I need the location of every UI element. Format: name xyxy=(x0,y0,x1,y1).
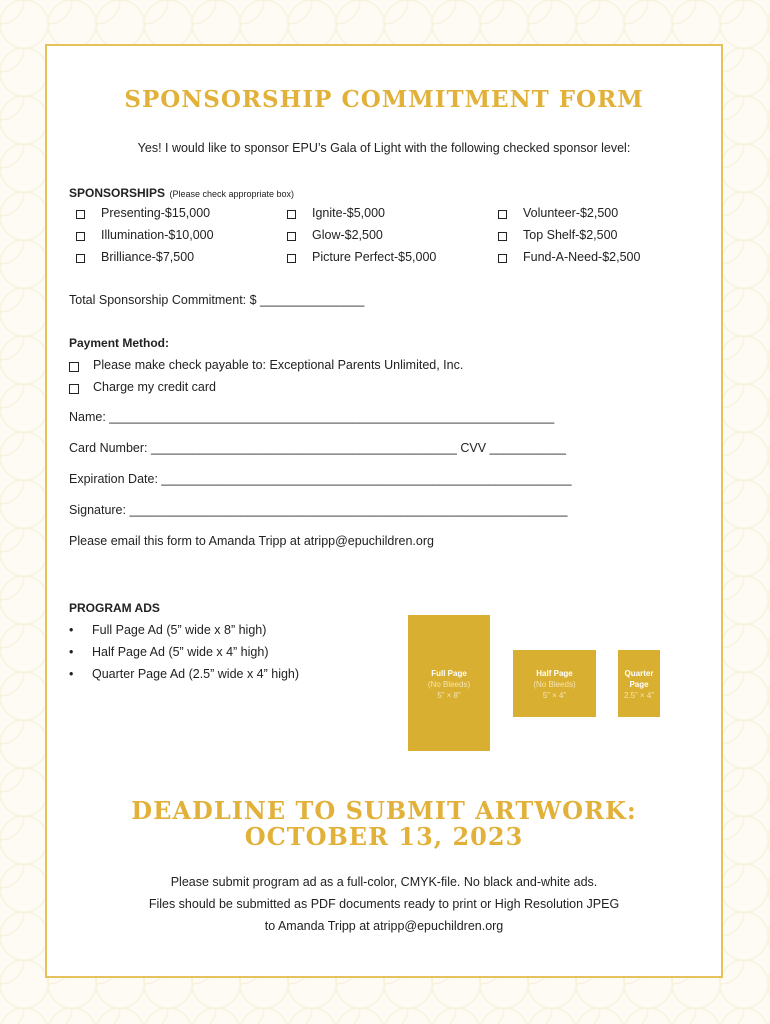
payment-heading: Payment Method: xyxy=(69,336,170,350)
sponsorships-heading: SPONSORSHIPS (Please check appropriate box) xyxy=(69,186,295,200)
checkbox-ignite[interactable] xyxy=(287,210,296,219)
bullet: • xyxy=(69,645,74,659)
checkbox-check-payment[interactable] xyxy=(69,362,79,372)
option-brilliance: Brilliance-$7,500 xyxy=(101,250,195,264)
email-note: Please email this form to Amanda Tripp at atripp@epuchildren.org xyxy=(69,534,434,548)
ad-box-sub: (No Bleeds) xyxy=(533,680,576,689)
option-top-shelf: Top Shelf-$2,500 xyxy=(523,228,618,242)
deadline-line1: DEADLINE TO SUBMIT ARTWORK: xyxy=(131,796,637,825)
checkbox-presenting[interactable] xyxy=(76,210,85,219)
checkbox-brilliance[interactable] xyxy=(76,254,85,263)
expiration-date-field[interactable]: Expiration Date: ___________________________________________________________ xyxy=(69,472,572,486)
bullet: • xyxy=(69,623,74,637)
option-ignite: Ignite-$5,000 xyxy=(312,206,385,220)
full-page-ad-box xyxy=(408,615,490,751)
intro-text: Yes! I would like to sponsor EPU’s Gala of Light with the following checked sponsor level: xyxy=(137,141,631,155)
form-frame xyxy=(45,44,723,978)
quarter-page-ad-box xyxy=(618,650,660,717)
deadline-line2: OCTOBER 13, 2023 xyxy=(244,822,524,851)
option-glow: Glow-$2,500 xyxy=(312,228,383,242)
ad-item-full: Full Page Ad (5” wide x 8” high) xyxy=(92,623,267,637)
ad-box-size: 5” × 8” xyxy=(437,691,461,700)
card-number-field[interactable]: Card Number: ____________________________________________ CVV ___________ xyxy=(69,441,566,455)
ad-box-size: 5” × 4” xyxy=(542,691,567,700)
footer-line-2: Files should be submitted as PDF documents ready to print or High Resolution JPEG xyxy=(148,897,620,911)
option-presenting: Presenting-$15,000 xyxy=(101,206,211,220)
checkbox-credit-card[interactable] xyxy=(69,384,79,394)
ad-item-quarter: Quarter Page Ad (2.5” wide x 4” high) xyxy=(92,667,300,681)
half-page-ad-box xyxy=(513,650,596,717)
bullet: • xyxy=(69,667,74,681)
checkbox-glow[interactable] xyxy=(287,232,296,241)
ad-box-size: 2.5” × 4” xyxy=(623,691,654,700)
checkbox-volunteer[interactable] xyxy=(498,210,507,219)
ad-box-sub: (No Bleeds) xyxy=(427,680,471,689)
option-illumination: Illumination-$10,000 xyxy=(101,228,214,242)
ad-box-title: Quarter Page xyxy=(624,669,654,689)
option-volunteer: Volunteer-$2,500 xyxy=(523,206,619,220)
option-credit-card: Charge my credit card xyxy=(93,380,216,394)
checkbox-picture-perfect[interactable] xyxy=(287,254,296,263)
name-field[interactable]: Name: ________________________________________________________________ xyxy=(69,410,555,424)
total-commitment-field[interactable]: Total Sponsorship Commitment: $ _______________ xyxy=(69,293,365,307)
sponsorships-hint: (Please check appropriate box) xyxy=(169,189,295,199)
footer-line-3: to Amanda Tripp at atripp@epuchildren.org xyxy=(264,919,504,933)
checkbox-top-shelf[interactable] xyxy=(498,232,507,241)
ad-item-half: Half Page Ad (5” wide x 4” high) xyxy=(92,645,269,659)
option-check-payment: Please make check payable to: Exceptional Parents Unlimited, Inc. xyxy=(93,358,464,372)
option-fund-a-need: Fund-A-Need-$2,500 xyxy=(523,250,641,264)
checkbox-fund-a-need[interactable] xyxy=(498,254,507,263)
form-title: SPONSORSHIP COMMITMENT FORM xyxy=(124,86,644,113)
footer-line-1: Please submit program ad as a full-color, CMYK-file. No black and-white ads. xyxy=(170,875,598,889)
program-ads-heading: PROGRAM ADS xyxy=(69,601,160,615)
ad-box-title: Full Page xyxy=(431,669,467,678)
option-picture-perfect: Picture Perfect-$5,000 xyxy=(312,250,437,264)
checkbox-illumination[interactable] xyxy=(76,232,85,241)
ad-box-title: Half Page xyxy=(536,669,573,678)
signature-field[interactable]: Signature: _______________________________________________________________ xyxy=(69,503,568,517)
